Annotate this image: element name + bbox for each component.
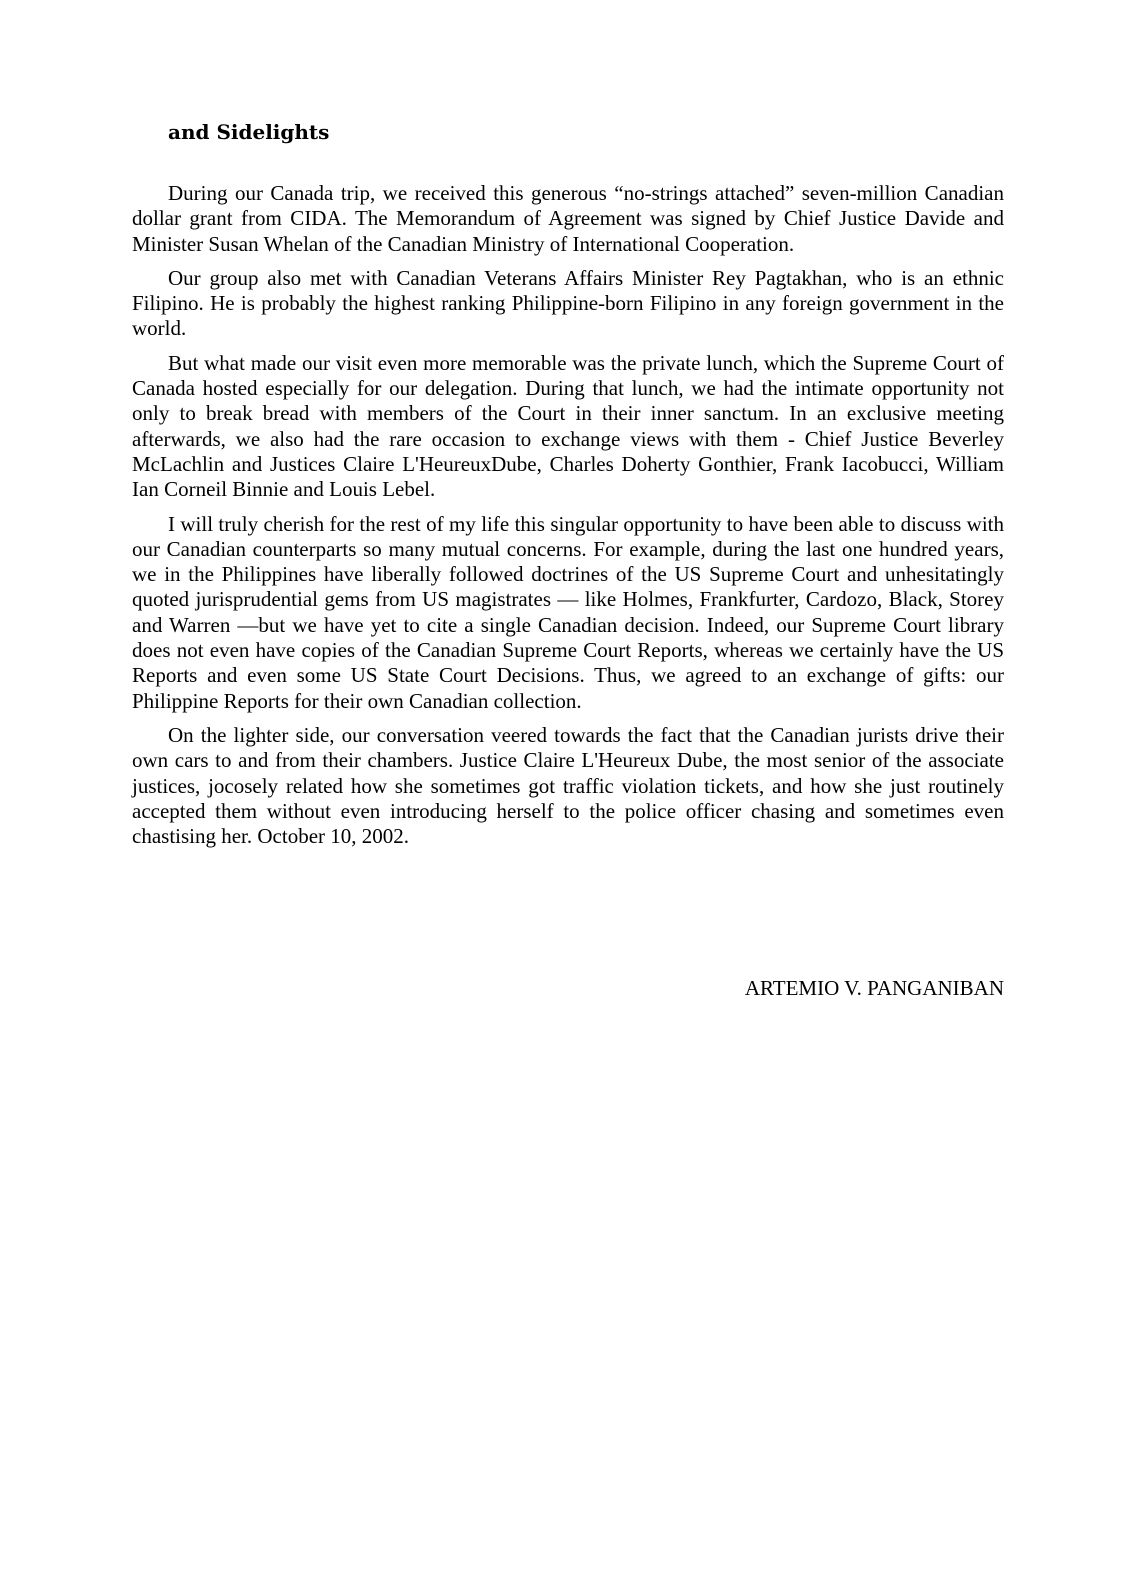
paragraph-exchange-of-reports: I will truly cherish for the rest of my life this singular opportunity to have been able to discuss with our Canadian counterparts so many mutual concerns. For example, during the last one hundred years, we in the Philippines have liberally followed doctrines of the US Supreme Court and unhesitatingly quoted jurisprudential gems from US magistrates — like Holmes, Frankfurter, Cardozo, Black, Storey and Warren —but we have yet to cite a single Canadian decision. Indeed, our Supreme Court library does not even have copies of the Canadian Supreme Court Reports, whereas we certainly have the US Reports and even some US State Court Decisions. Thus, we agreed to an exchange of gifts: our Philippine Reports for their own Canadian collection. [132,511,1004,713]
article-body [132,181,1004,858]
paragraph-supreme-court-lunch: But what made our visit even more memorable was the private lunch, which the Supreme Court of Canada hosted especially for our delegation. During that lunch, we had the intimate opportunity not only to break bread with members of the Court in their inner sanctum. In an exclusive meeting afterwards, we also had the rare occasion to exchange views with them - Chief Justice Beverley McLachlin and Justices Claire L'HeureuxDube, Charles Doherty Gonthier, Frank Iacobucci, William Ian Corneil Binnie and Louis Lebel. [132,350,1004,502]
paragraph-pagtakhan: Our group also met with Canadian Veterans Affairs Minister Rey Pagtakhan, who is an ethnic Filipino. He is probably the highest ranking Philippine-born Filipino in any foreign government in the world. [132,265,1004,341]
author-signature: ARTEMIO V. PANGANIBAN [744,976,1004,1000]
paragraph-lighter-side: On the lighter side, our conversation veered towards the fact that the Canadian jurists drive their own cars to and from their chambers. Justice Claire L'Heureux Dube, the most senior of the associate justices, jocosely related how she sometimes got traffic violation tickets, and how she just routinely accepted them without even introducing herself to the police officer chasing and sometimes even chastising her. October 10, 2002. [132,722,1004,849]
section-heading: and Sidelights [168,120,330,144]
paragraph-cida-grant: During our Canada trip, we received this generous “no-strings attached” seven-million Canadian dollar grant from CIDA. The Memorandum of Agreement was signed by Chief Justice Davide and Minister Susan Whelan of the Canadian Ministry of International Cooperation. [132,181,1004,256]
